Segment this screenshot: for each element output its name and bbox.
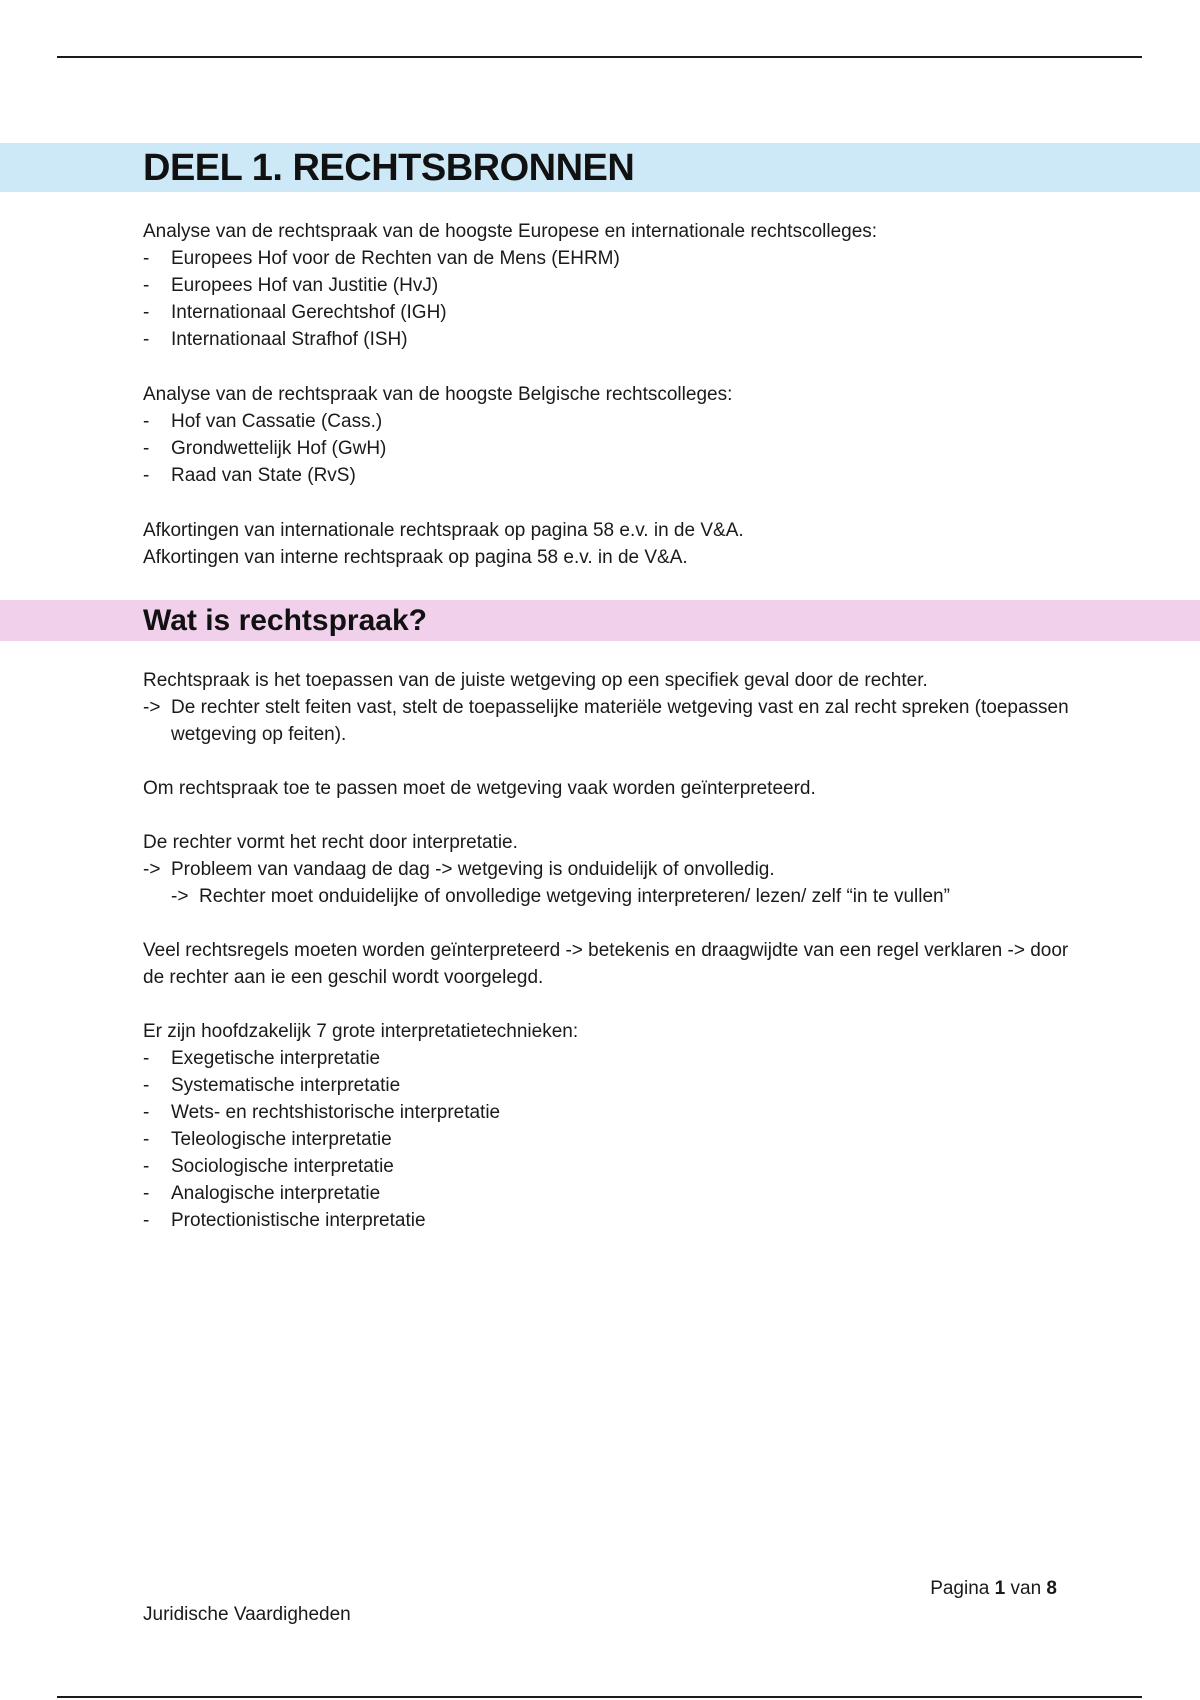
list-item: - Systematische interpretatie	[143, 1072, 1083, 1099]
list-item: - Europees Hof van Justitie (HvJ)	[143, 272, 1083, 299]
interpretation-need: Om rechtspraak toe te passen moet de wetgeving vaak worden geïnterpreteerd.	[143, 778, 816, 799]
bottom-rule	[57, 1696, 1142, 1698]
judge-forms: De rechter vormt het recht door interpretatie.	[143, 832, 518, 853]
page-current: 1	[994, 1578, 1006, 1599]
dash-bullet: -	[143, 465, 150, 486]
list-item: - Internationaal Strafhof (ISH)	[143, 326, 1083, 353]
dash-bullet: -	[143, 1210, 150, 1231]
techniques-section	[143, 1018, 1083, 1234]
techniques-intro: Er zijn hoofdzakelijk 7 grote interpretatietechnieken:	[143, 1021, 579, 1042]
dash-bullet: -	[143, 1048, 150, 1069]
intro-section	[143, 218, 1083, 353]
list-item: - Internationaal Gerechtshof (IGH)	[143, 299, 1083, 326]
arrow-item: -> De rechter stelt feiten vast, stelt de toepasselijke materiële wetgeving vast en zal recht spreken (toepassen wetgeving op feiten).	[143, 694, 1083, 748]
many-rules-section: Veel rechtsregels moeten worden geïnterpreteerd -> betekenis en draagwijdte van een regel verklaren -> door de rechter aan ie een geschil wordt voorgelegd.	[143, 940, 1069, 988]
list-item: - Sociologische interpretatie	[143, 1153, 1083, 1180]
abbreviations-section	[143, 517, 1083, 571]
arrow-item: -> Probleem van vandaag de dag -> wetgeving is onduidelijk of onvolledig.	[143, 856, 1083, 883]
dash-bullet: -	[143, 1075, 150, 1096]
top-rule	[57, 56, 1142, 58]
dash-bullet: -	[143, 438, 150, 459]
definition-section	[143, 667, 1083, 748]
list-item: - Teleologische interpretatie	[143, 1126, 1083, 1153]
intro-international: Analyse van de rechtspraak van de hoogste Europese en internationale rechtscolleges:	[143, 221, 878, 242]
arrow-bullet: ->	[143, 697, 161, 718]
dash-bullet: -	[143, 248, 150, 269]
dash-bullet: -	[143, 302, 150, 323]
list-item: - Grondwettelijk Hof (GwH)	[143, 435, 1083, 462]
footer-title: Juridische Vaardigheden	[143, 1604, 351, 1625]
arrow-item: -> Rechter moet onduidelijke of onvolledige wetgeving interpreteren/ lezen/ zelf “in te vullen”	[143, 883, 1083, 910]
intro-belgian: Analyse van de rechtspraak van de hoogste Belgische rechtscolleges:	[143, 384, 733, 405]
dash-bullet: -	[143, 411, 150, 432]
dash-bullet: -	[143, 1156, 150, 1177]
list-item: - Europees Hof voor de Rechten van de Mens (EHRM)	[143, 245, 1083, 272]
definition: Rechtspraak is het toepassen van de juiste wetgeving op een specifiek geval door de rechter.	[143, 670, 928, 691]
page-total: 8	[1046, 1578, 1057, 1599]
dash-bullet: -	[143, 1183, 150, 1204]
arrow-bullet: ->	[143, 859, 161, 880]
abbreviation-line: Afkortingen van interne rechtspraak op pagina 58 e.v. in de V&A.	[143, 547, 688, 568]
dash-bullet: -	[143, 329, 150, 350]
section-heading: Wat is rechtspraak?	[143, 604, 427, 637]
dash-bullet: -	[143, 1129, 150, 1150]
dash-bullet: -	[143, 1102, 150, 1123]
dash-bullet: -	[143, 275, 150, 296]
list-item: - Exegetische interpretatie	[143, 1045, 1083, 1072]
list-item: - Protectionistische interpretatie	[143, 1207, 1083, 1234]
list-item: - Analogische interpretatie	[143, 1180, 1083, 1207]
page-number: Pagina 1 van 8	[930, 1578, 1057, 1599]
list-item: - Raad van State (RvS)	[143, 462, 1083, 489]
list-item: - Wets- en rechtshistorische interpretatie	[143, 1099, 1083, 1126]
belgian-section	[143, 381, 1083, 489]
judge-section	[143, 829, 1083, 910]
abbreviation-line: Afkortingen van internationale rechtspraak op pagina 58 e.v. in de V&A.	[143, 520, 744, 541]
page-title: DEEL 1. RECHTSBRONNEN	[143, 147, 635, 189]
list-item: - Hof van Cassatie (Cass.)	[143, 408, 1083, 435]
arrow-bullet: ->	[171, 886, 189, 907]
